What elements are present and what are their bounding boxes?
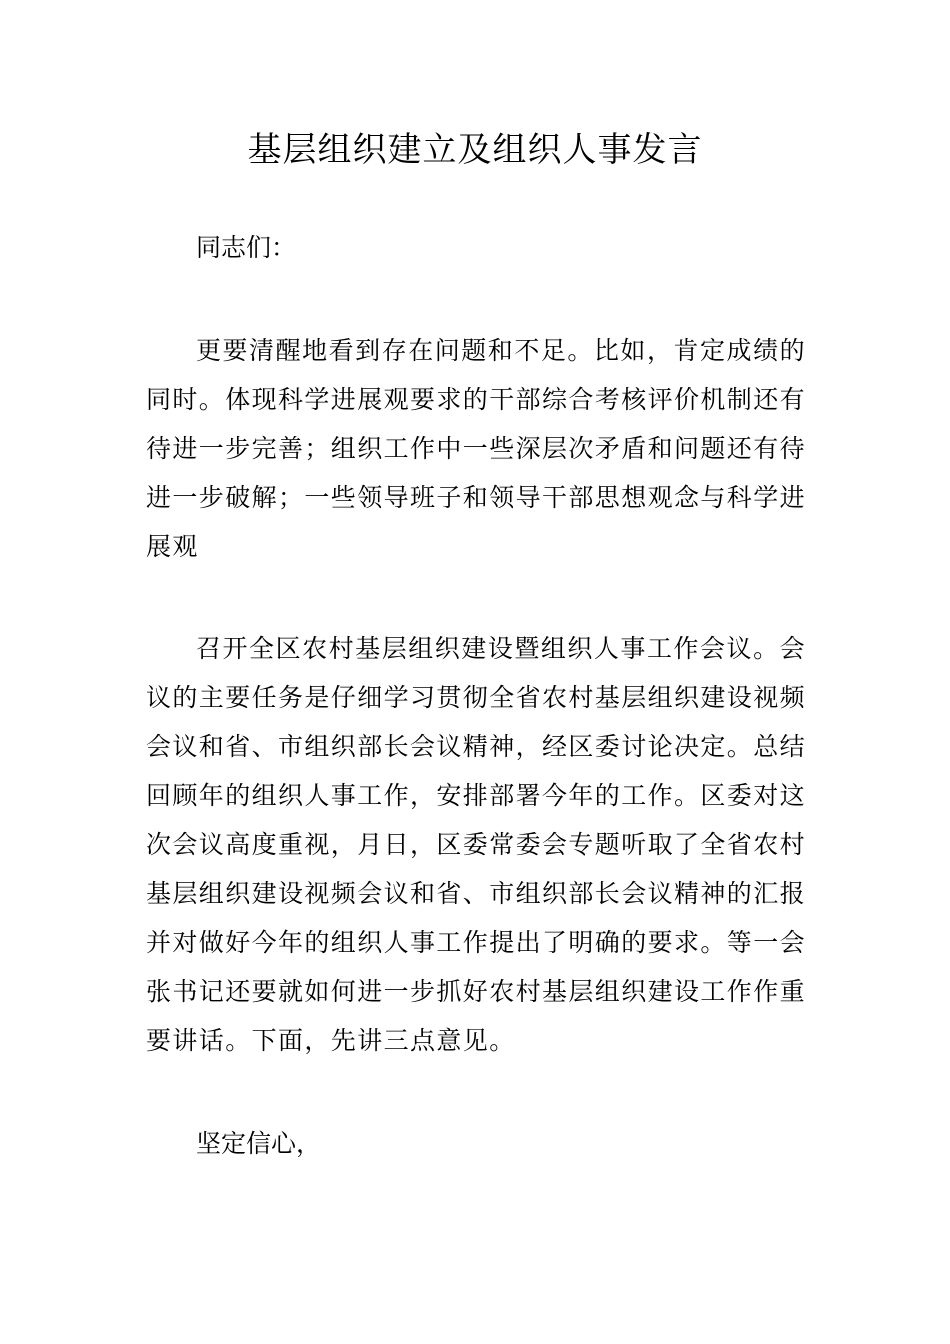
document-title: 基层组织建立及组织人事发言: [247, 130, 703, 170]
paragraph-1: 更要清醒地看到存在问题和不足。比如，肯定成绩的同时。体现科学进展观要求的干部综合考核评价机制还有待进一步完善；组织工作中一些深层次矛盾和问题还有待进一步破解；一些领导班子和领导干部思想观念与科学进展观: [146, 336, 807, 561]
paragraph-2: 召开全区农村基层组织建设暨组织人事工作会议。会议的主要任务是仔细学习贯彻全省农村基层组织建设视频会议和省、市组织部长会议精神，经区委讨论决定。总结回顾年的组织人事工作，安排部署今年的工作。区委对这次会议高度重视，月日，区委常委会专题听取了全省农村基层组织建设视频会议和省、市组织部长会议精神的汇报并对做好今年的组织人事工作提出了明确的要求。等一会张书记还要就如何进一步抓好农村基层组织建设工作作重要讲话。下面，先讲三点意见。: [146, 634, 807, 1055]
salutation: 同志们：: [196, 233, 297, 262]
closing-line: 坚定信心，: [196, 1129, 322, 1158]
